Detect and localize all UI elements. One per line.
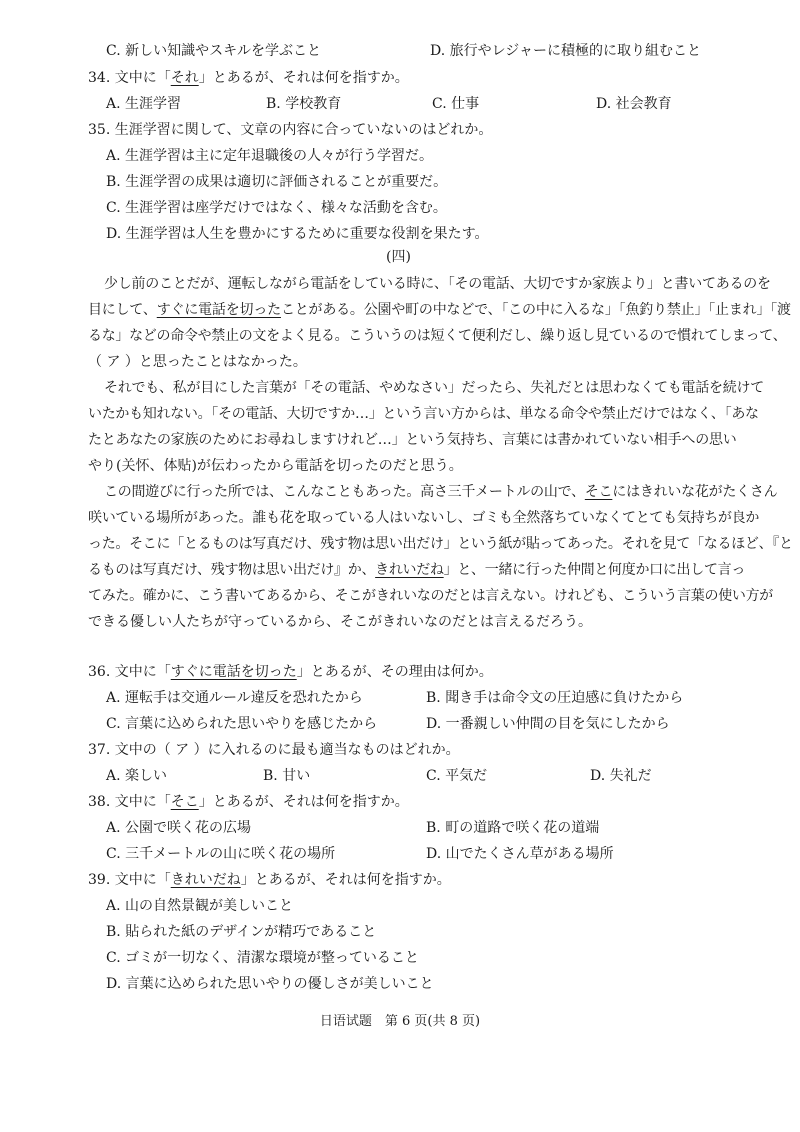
q36-stem xyxy=(88,662,493,682)
q39-stem xyxy=(88,870,451,890)
q38-option-a: A. 公園で咲く花の広場 xyxy=(106,820,252,836)
passage-line-9 xyxy=(104,482,777,502)
q39-underlined-term: きれいだね xyxy=(170,872,241,888)
q38-option-b: B. 町の道路で咲く花の道端 xyxy=(426,820,600,836)
passage-line-9-pre: この間遊びに行った所では、こんなこともあった。高さ三千メートルの山で、 xyxy=(104,484,585,500)
q38-number: 38. xyxy=(88,794,115,810)
q38-stem-pre: 文中に「 xyxy=(114,794,171,810)
q36-stem-post: 」とあるが、その理由は何か。 xyxy=(296,664,493,680)
section-label: (四) xyxy=(386,249,411,265)
q33-option-c: C. 新しい知識やスキルを学ぶこと xyxy=(106,43,321,59)
q39-option-d: D. 言葉に込められた思いやりの優しさが美しいこと xyxy=(106,976,434,992)
q37-option-a: A. 楽しい xyxy=(106,768,168,784)
q37-option-b: B. 甘い xyxy=(263,768,311,784)
q39-stem-post: 」とあるが、それは何を指すか。 xyxy=(240,872,451,888)
passage-line-2-pre: 目にして、 xyxy=(88,302,157,318)
passage-underline-hang-up: すぐに電話を切った xyxy=(156,302,281,318)
q37-option-c: C. 平気だ xyxy=(426,768,488,784)
q39-option-a: A. 山の自然景観が美しいこと xyxy=(106,898,294,914)
q36-number: 36. xyxy=(88,664,115,680)
passage-underline-kirei: きれいだね xyxy=(375,562,444,578)
q39-option-b: B. 貼られた紙のデザインが精巧であること xyxy=(106,924,377,940)
q34-option-d: D. 社会教育 xyxy=(596,96,672,112)
q38-option-d: D. 山でたくさん草がある場所 xyxy=(426,846,614,862)
q36-option-d: D. 一番親しい仲間の目を気にしたから xyxy=(426,716,670,732)
passage-line-3: るな」などの命令や禁止の文をよく見る。こういうのは短くて便利だし、繰り返し見ているので慣れてしまって、 xyxy=(88,328,787,344)
q35-option-c: C. 生涯学習は座学だけではなく、様々な活動を含む。 xyxy=(106,200,447,216)
passage-line-11: った。そこに「とるものは写真だけ、残す物は思い出だけ」という紙が貼ってあった。それを見て「なるほど、『と xyxy=(88,536,793,552)
passage-line-2-post: ことがある。公園や町の中などで、「この中に入るな」「魚釣り禁止」「止まれ」「渡 xyxy=(280,302,791,318)
q36-option-a: A. 運転手は交通ルール違反を恐れたから xyxy=(106,690,363,706)
passage-line-7: たとあなたの家族のためにお尋ねしますけれど…」という気持ち、言葉には書かれていない相手への思い xyxy=(88,432,737,448)
passage-line-6: いたかも知れない。「その電話、大切ですか…」という言い方からは、単なる命令や禁止だけではなく、「あな xyxy=(88,406,759,422)
q39-stem-pre: 文中に「 xyxy=(114,872,171,888)
q35-stem: 35. 生涯学習に関して、文章の内容に合っていないのはどれか。 xyxy=(88,122,493,138)
page-footer: 日语试题 第 6 页(共 8 页) xyxy=(319,1014,481,1029)
passage-line-1: 少し前のことだが、運転しながら電話をしている時に、「その電話、大切ですか家族より」と書いてあるのを xyxy=(104,276,771,292)
q34-option-b: B. 学校教育 xyxy=(266,96,342,112)
q34-number: 34. xyxy=(88,70,115,86)
q34-stem-pre: 文中に「 xyxy=(114,70,171,86)
q39-option-c: C. ゴミが一切なく、清潔な環境が整っていること xyxy=(106,950,419,966)
passage-line-5: それでも、私が目にした言葉が「その電話、やめなさい」だったら、失礼だとは思わなくても電話を続けて xyxy=(104,380,764,396)
q35-option-a: A. 生涯学習は主に定年退職後の人々が行う学習だ。 xyxy=(106,148,434,164)
q38-underlined-term: そこ xyxy=(170,794,199,810)
q35-option-b: B. 生涯学習の成果は適切に評価されることが重要だ。 xyxy=(106,174,448,190)
q37-option-d: D. 失礼だ xyxy=(590,768,652,784)
q36-option-b: B. 聞き手は命令文の圧迫感に負けたから xyxy=(426,690,684,706)
passage-line-12 xyxy=(88,560,745,580)
q38-stem xyxy=(88,792,409,812)
q34-option-a: A. 生涯学習 xyxy=(106,96,182,112)
passage-line-12-pre: るものは写真だけ、残す物は思い出だけ』か、 xyxy=(88,562,376,578)
q36-option-c: C. 言葉に込められた思いやりを感じたから xyxy=(106,716,378,732)
q36-underlined-term: すぐに電話を切った xyxy=(170,664,297,680)
q39-number: 39. xyxy=(88,872,115,888)
passage-line-14: できる優しい人たちが守っているから、そこがきれいなのだとは言えるだろう。 xyxy=(88,614,592,630)
passage-line-13: てみた。確かに、こう書いてあるから、そこがきれいなのだとは言えない。けれども、こういう言葉の使い方が xyxy=(88,588,773,604)
passage-line-2 xyxy=(88,300,791,320)
passage-line-8: やり(关怀、体贴)が伝わったから電話を切ったのだと思う。 xyxy=(88,458,463,474)
q38-stem-post: 」とあるが、それは何を指すか。 xyxy=(198,794,409,810)
q38-option-c: C. 三千メートルの山に咲く花の場所 xyxy=(106,846,336,862)
passage-underline-soko: そこ xyxy=(584,484,613,500)
q34-underlined-term: それ xyxy=(170,70,199,86)
q33-option-d: D. 旅行やレジャーに積極的に取り組むこと xyxy=(430,43,701,59)
q34-stem-post: 」とあるが、それは何を指すか。 xyxy=(198,70,409,86)
passage-line-12-post: 」と、一緒に行った仲間と何度か口に出して言っ xyxy=(443,562,746,578)
q36-stem-pre: 文中に「 xyxy=(114,664,171,680)
q34-stem xyxy=(88,68,409,88)
passage-line-4: （ ア ）と思ったことはなかった。 xyxy=(88,354,307,370)
passage-line-9-post: にはきれいな花がたくさん xyxy=(612,484,778,500)
q35-option-d: D. 生涯学習は人生を豊かにするために重要な役割を果たす。 xyxy=(106,226,489,242)
passage-line-10: 咲いている場所があった。誰も花を取っている人はいないし、ゴミも全然落ちていなくてとても気持ちが良か xyxy=(88,510,760,526)
q34-option-c: C. 仕事 xyxy=(432,96,480,112)
q37-stem: 37. 文中の（ ア ）に入れるのに最も適当なものはどれか。 xyxy=(88,742,460,758)
